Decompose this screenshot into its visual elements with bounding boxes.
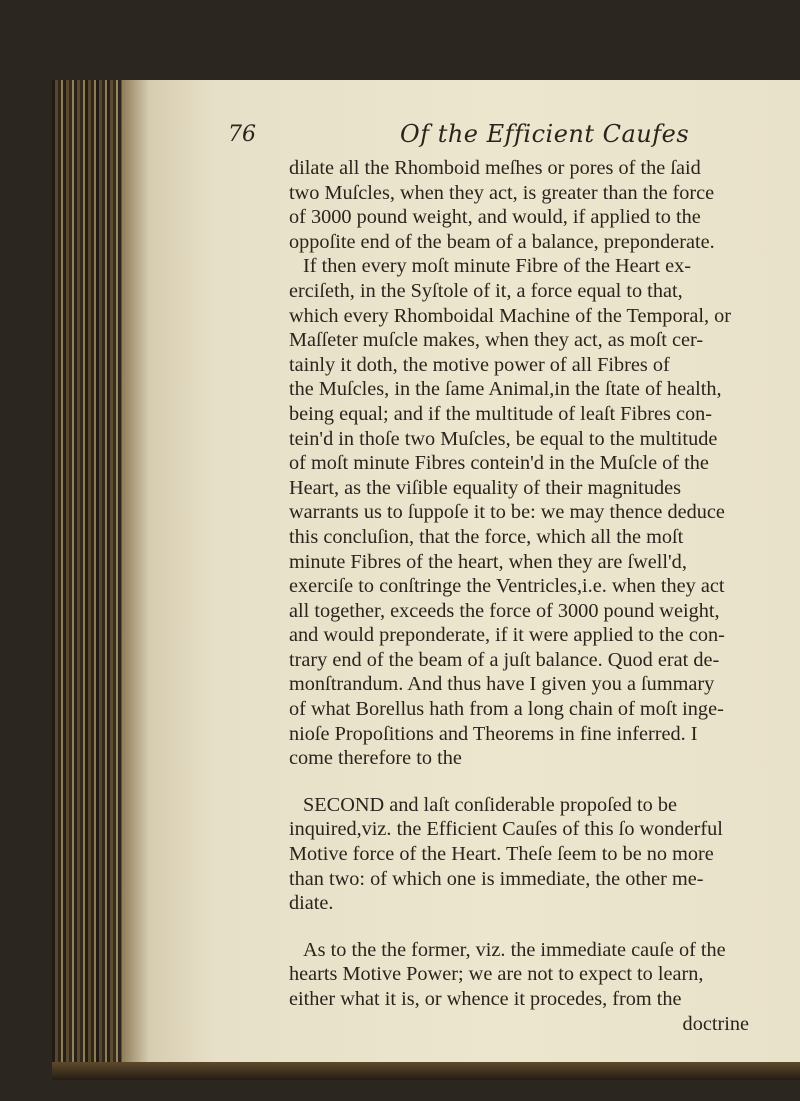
text-line: either what it is, or whence it procedes, from the [289,988,682,1010]
text-line: diate. [289,892,334,915]
text-line: tainly it doth, the motive power of all Fibres of [289,353,670,376]
paragraph [289,793,789,916]
text-line: nioſe Propoſitions and Theorems in fine inferred. I [289,722,698,745]
text-line: SECOND and laſt conſiderable propoſed to be [303,793,677,816]
text-line: inquired,viz. the Efficient Cauſes of this ſo wonderful [289,818,723,841]
text-line: If then every moſt minute Fibre of the Heart ex- [303,255,692,278]
text-line: erciſeth, in the Syſtole of it, a force equal to that, [289,279,683,302]
text-line: of what Borellus hath from a long chain of moſt inge- [289,698,724,721]
text-line: which every Rhomboidal Machine of the Temporal, or [289,304,732,327]
text-line: the Muſcles, in the ſame Animal,in the ſtate of health, [289,378,722,401]
text-line: this concluſion, that the force, which all the moſt [289,525,684,548]
paragraph [289,254,789,770]
text-line: hearts Motive Power; we are not to expect to learn, [289,963,704,986]
paragraph [289,938,789,1036]
text-line: all together, exceeds the force of 3000 pound weight, [289,599,720,622]
paragraph-gap [289,916,789,938]
book-spine [52,80,122,1080]
text-line: of 3000 pound weight, and would, if applied to the [289,206,701,229]
text-line: monſtrandum. And thus have I given you a ſummary [289,673,715,696]
paragraph-gap [289,771,789,793]
text-line: doctrine [682,1012,749,1035]
text-line: exerciſe to conſtringe the Ventricles,i.e. when they act [289,575,725,598]
text-line: Heart, as the viſible equality of their magnitudes [289,476,681,499]
text-line: dilate all the Rhomboid meſhes or pores of the ſaid [289,157,701,179]
text-line: and would preponderate, if it were applied to the con- [289,624,725,647]
text-line: come therefore to the [289,747,462,770]
paragraph [289,156,789,254]
page-body [289,156,789,1036]
text-line: of moſt minute Fibres contein'd in the Muſcle of the [289,452,709,475]
text-line: Motive force of the Heart. Theſe ſeem to be no more [289,843,714,866]
text-line: tein'd in thoſe two Muſcles, be equal to the multitude [289,427,718,450]
text-line: minute Fibres of the heart, when they are ſwell'd, [289,550,687,573]
text-line: As to the the former, viz. the immediate cauſe of the [303,938,726,961]
text-line: oppoſite end of the beam of a balance, preponderate. [289,230,715,253]
text-line: being equal; and if the multitude of leaſt Fibres con- [289,402,712,425]
running-head: Of the Efficient Caufes [400,120,690,148]
text-line: warrants us to ſuppoſe it to be: we may thence deduce [289,501,725,524]
text-line: than two: of which one is immediate, the other me- [289,867,704,890]
text-line: Maſſeter muſcle makes, when they act, as moſt cer- [289,329,704,352]
text-line: two Muſcles, when they act, is greater than the force [289,181,715,204]
page-number: 76 [228,122,256,147]
text-line: trary end of the beam of a juſt balance. Quod erat de- [289,648,720,671]
page-bottom-edge [52,1062,800,1080]
